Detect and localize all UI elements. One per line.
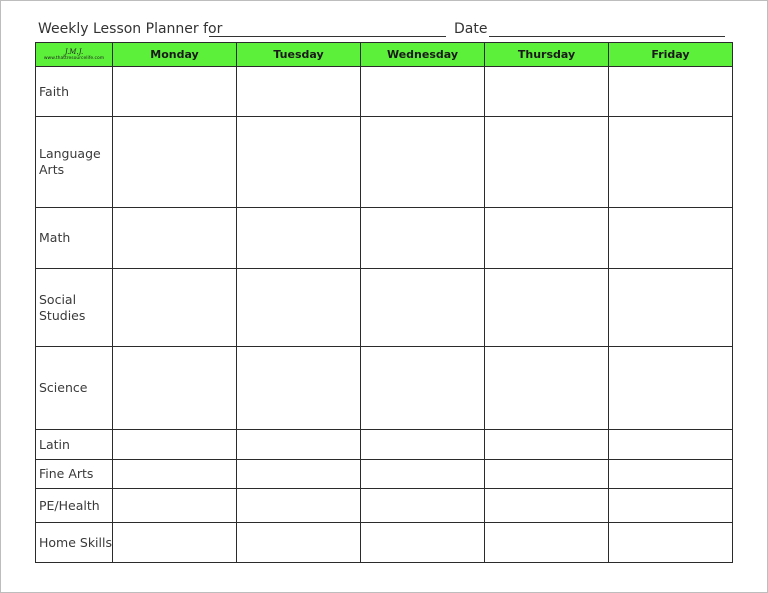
plan-cell-faith-wednesday[interactable] (361, 67, 485, 117)
day-header-tuesday: Tuesday (237, 43, 361, 67)
day-header-wednesday: Wednesday (361, 43, 485, 67)
logo-url: www.thattresourcelife.com (43, 55, 105, 61)
plan-cell-science-thursday[interactable] (485, 347, 609, 430)
day-header-friday: Friday (609, 43, 733, 67)
planner-body (36, 67, 733, 563)
plan-cell-math-tuesday[interactable] (237, 208, 361, 269)
subject-label-line: Arts (39, 162, 65, 177)
planner-title: Weekly Lesson Planner for (38, 21, 223, 37)
plan-cell-fine-arts-tuesday[interactable] (237, 460, 361, 489)
subject-label-language-arts (36, 117, 113, 208)
plan-cell-social-studies-thursday[interactable] (485, 269, 609, 347)
plan-cell-latin-thursday[interactable] (485, 430, 609, 460)
plan-cell-latin-friday[interactable] (609, 430, 733, 460)
plan-cell-faith-friday[interactable] (609, 67, 733, 117)
subject-label-line: Math (39, 230, 71, 245)
plan-cell-science-tuesday[interactable] (237, 347, 361, 430)
plan-cell-fine-arts-wednesday[interactable] (361, 460, 485, 489)
subject-label-line: Language (39, 146, 101, 161)
subject-row-math (36, 208, 733, 269)
plan-cell-latin-monday[interactable] (113, 430, 237, 460)
subject-label-line: Science (39, 380, 88, 395)
plan-cell-language-arts-wednesday[interactable] (361, 117, 485, 208)
planner-header (38, 19, 728, 41)
subject-row-social-studies (36, 269, 733, 347)
plan-cell-language-arts-thursday[interactable] (485, 117, 609, 208)
subject-label-line: PE/Health (39, 497, 100, 513)
subject-label-line: Home Skills (39, 534, 112, 550)
plan-cell-latin-tuesday[interactable] (237, 430, 361, 460)
plan-cell-science-wednesday[interactable] (361, 347, 485, 430)
day-header-thursday: Thursday (485, 43, 609, 67)
day-header-monday: Monday (113, 43, 237, 67)
subject-row-faith (36, 67, 733, 117)
lesson-planner-table (35, 42, 733, 563)
subject-label-line: Social (39, 291, 77, 307)
plan-cell-social-studies-tuesday[interactable] (237, 269, 361, 347)
plan-cell-pe-health-monday[interactable] (113, 489, 237, 523)
plan-cell-language-arts-friday[interactable] (609, 117, 733, 208)
plan-cell-home-skills-tuesday[interactable] (237, 523, 361, 563)
plan-cell-math-monday[interactable] (113, 208, 237, 269)
plan-cell-language-arts-monday[interactable] (113, 117, 237, 208)
subject-label-line: Latin (39, 436, 70, 452)
subject-row-science (36, 347, 733, 430)
plan-cell-social-studies-wednesday[interactable] (361, 269, 485, 347)
subject-label-pe-health (36, 489, 113, 523)
subject-label-home-skills (36, 523, 113, 563)
plan-cell-pe-health-wednesday[interactable] (361, 489, 485, 523)
plan-cell-faith-tuesday[interactable] (237, 67, 361, 117)
logo-mark: J.M.J. (64, 47, 84, 56)
date-label: Date (454, 21, 488, 37)
subject-row-fine-arts (36, 460, 733, 489)
plan-cell-pe-health-friday[interactable] (609, 489, 733, 523)
plan-cell-latin-wednesday[interactable] (361, 430, 485, 460)
plan-cell-fine-arts-thursday[interactable] (485, 460, 609, 489)
subject-label-line: Fine Arts (39, 466, 94, 481)
subject-label-social-studies (36, 269, 113, 347)
subject-label-science (36, 347, 113, 430)
subject-row-home-skills (36, 523, 733, 563)
plan-cell-math-thursday[interactable] (485, 208, 609, 269)
name-fill-line[interactable] (209, 36, 446, 37)
plan-cell-fine-arts-friday[interactable] (609, 460, 733, 489)
plan-cell-home-skills-friday[interactable] (609, 523, 733, 563)
plan-cell-home-skills-thursday[interactable] (485, 523, 609, 563)
day-header-row (36, 43, 733, 67)
plan-cell-language-arts-tuesday[interactable] (237, 117, 361, 208)
subject-label-math (36, 208, 113, 269)
subject-label-latin (36, 430, 113, 460)
plan-cell-fine-arts-monday[interactable] (113, 460, 237, 489)
plan-cell-social-studies-monday[interactable] (113, 269, 237, 347)
plan-cell-science-monday[interactable] (113, 347, 237, 430)
plan-cell-home-skills-wednesday[interactable] (361, 523, 485, 563)
subject-row-pe-health (36, 489, 733, 523)
date-fill-line[interactable] (489, 36, 725, 37)
plan-cell-faith-monday[interactable] (113, 67, 237, 117)
plan-cell-science-friday[interactable] (609, 347, 733, 430)
plan-cell-pe-health-tuesday[interactable] (237, 489, 361, 523)
plan-cell-math-wednesday[interactable] (361, 208, 485, 269)
plan-cell-home-skills-monday[interactable] (113, 523, 237, 563)
plan-cell-faith-thursday[interactable] (485, 67, 609, 117)
plan-cell-math-friday[interactable] (609, 208, 733, 269)
plan-cell-pe-health-thursday[interactable] (485, 489, 609, 523)
logo-cell (36, 43, 113, 67)
subject-row-latin (36, 430, 733, 460)
subject-row-language-arts (36, 117, 733, 208)
subject-label-fine-arts (36, 460, 113, 489)
subject-label-line: Faith (39, 83, 69, 99)
plan-cell-social-studies-friday[interactable] (609, 269, 733, 347)
subject-label-line: Studies (39, 307, 86, 323)
subject-label-faith (36, 67, 113, 117)
